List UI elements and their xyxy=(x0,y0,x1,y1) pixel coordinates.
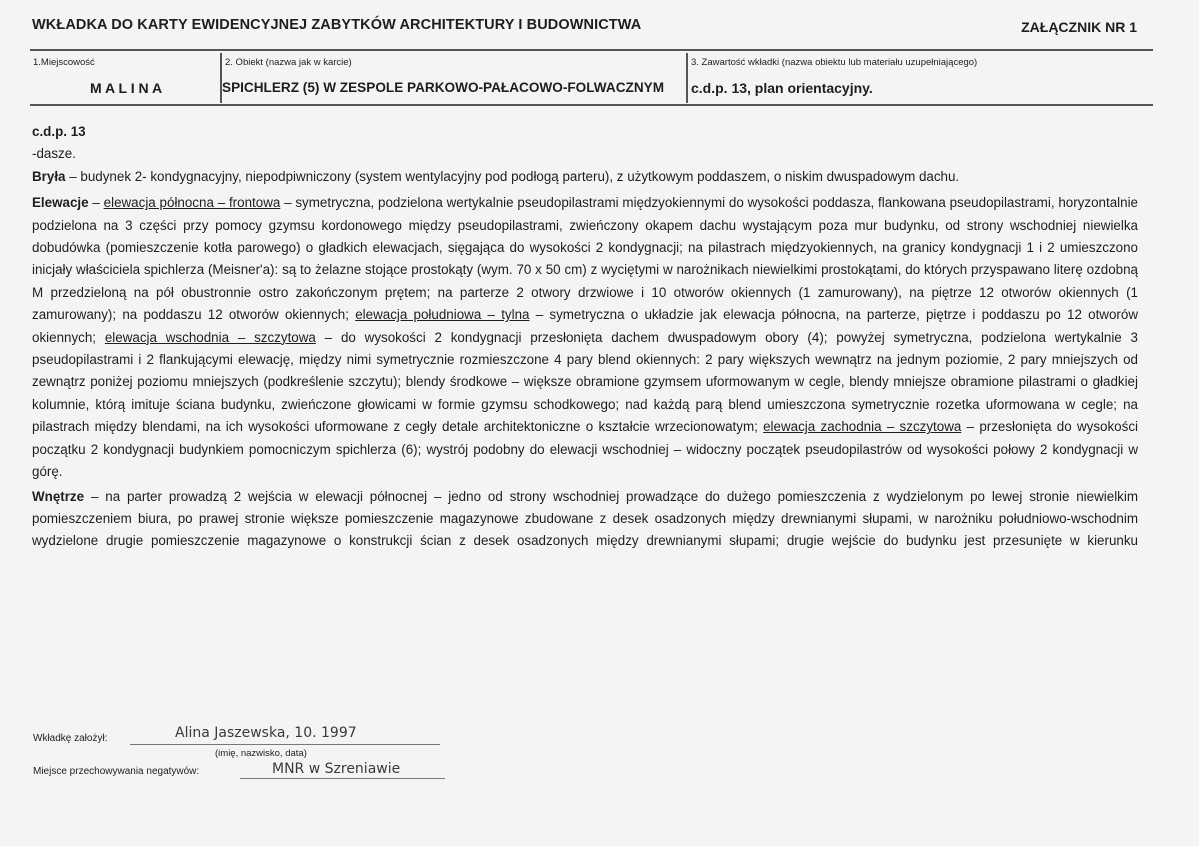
field-object xyxy=(222,53,688,103)
elewacje-text-1: – xyxy=(88,195,104,211)
author-hint: (imię, nazwisko, data) xyxy=(215,748,307,759)
field-contents xyxy=(688,53,1153,103)
author-line xyxy=(130,744,440,745)
paragraph-elewacje xyxy=(32,192,1138,483)
elewacje-text-3: – symetryczna o układzie jak elewacja północna, na parterze, piętrze i poddaszu po 12 otworów okiennych; xyxy=(32,307,1138,345)
author-value: Alina Jaszewska, 10. 1997 xyxy=(175,725,357,741)
elewacja-polnocna-heading: elewacja północna – frontowa xyxy=(103,195,281,211)
author-label: Wkładkę założył: xyxy=(33,733,108,744)
annex-number: ZAŁĄCZNIK NR 1 xyxy=(1021,19,1137,35)
wnetrze-text: – na parter prowadzą 2 wejścia w elewacji północnej – jedno od strony wschodniej prowadzące do dużego pomieszczenia z wydzielonym po lewej stronie niewielkim pomieszczeniem biura, po prawej stronie większe pomieszczenie magazynowe zbudowane z desek osadzonych między drewnianymi słupami, w narożniku południowo-wschodnim wydzielone drugie pomieszczenie magazynowe o konstrukcji ścian z desek osadzonych między drewnianymi słupami; drugie wejście do budynku jest przesunięte w kierunku xyxy=(32,488,1138,549)
elewacje-label: Elewacje xyxy=(32,195,89,211)
elewacje-text-5: – przesłonięta do wysokości początku 2 kondygnacji budynkiem pomocniczym spichlerza (6); wystrój podobny do elewacji wschodniej – widoczny początek pseudopilastrów od wysokości połowy 2 kondygnacji w górę. xyxy=(32,419,1138,480)
header-bottom-rule xyxy=(30,104,1153,106)
header-top-rule xyxy=(30,49,1153,51)
elewacja-poludniowa-heading: elewacja południowa – tylna xyxy=(355,307,530,323)
field-contents-value: c.d.p. 13, plan orientacyjny. xyxy=(691,80,873,96)
elewacja-wschodnia-heading: elewacja wschodnia – szczytowa xyxy=(104,329,316,345)
wnetrze-label: Wnętrze xyxy=(32,488,85,504)
field-contents-label: 3. Zawartość wkładki (nazwa obiektu lub materiału uzupełniającego) xyxy=(691,57,978,68)
document-body xyxy=(32,121,1138,553)
storage-label: Miejsce przechowywania negatywów: xyxy=(33,766,200,777)
field-locality-label: 1.Miejscowość xyxy=(33,57,95,68)
field-locality-value: M A L I N A xyxy=(90,80,163,96)
field-object-label: 2. Obiekt (nazwa jak w karcie) xyxy=(225,57,352,68)
paragraph-bryla xyxy=(32,166,1138,188)
field-locality xyxy=(30,53,222,103)
roofs-line: -dasze. xyxy=(32,146,76,162)
paragraph-wnetrze xyxy=(32,486,1138,553)
document-title: WKŁADKA DO KARTY EWIDENCYJNEJ ZABYTKÓW ARCHITEKTURY I BUDOWNICTWA xyxy=(32,17,642,33)
field-object-value: SPICHLERZ (5) W ZESPOLE PARKOWO-PAŁACOWO-FOLWACZNYM xyxy=(222,80,665,95)
elewacje-text-2: – symetryczna, podzielona wertykalnie pseudopilastrami międzyokiennymi do wysokości poddasza, flankowana pseudopilastrami, horyzontalnie podzielona na 3 części przy pomocy gzymsu kordonowego między pseudopilastrami, zwieńczony okapem dachu wystającym poza mur budynku, od strony wschodniej niewielka dobudówka (pomieszczenie kotła parowego) o gładkich elewacjach, sięgająca do wysokości 2 kondygnacji; na pilastrach międzyokiennych, na granicy kondygnacji 1 i 2 umieszczono inicjały właściciela spichlerza (Meisner'a): są to żelazne stojące prostokąty (wym. 70 x 50 cm) z wyciętymi w narożnikach niewielkimi prostokątami, do których przyspawano literę ozdobną M przedzieloną na pół obustronnie ostro zakończonym prętem; na parterze 2 otwory drzwiowe i 10 otworów okiennych (1 zamurowany), na piętrze 12 otworów okiennych (1 zamurowany); na poddaszu 12 otworów okiennych; xyxy=(32,195,1138,323)
storage-value: MNR w Szreniawie xyxy=(272,761,401,777)
bryla-label: Bryła xyxy=(32,168,66,184)
storage-line xyxy=(240,778,445,779)
elewacja-zachodnia-heading: elewacja zachodnia – szczytowa xyxy=(763,419,962,435)
bryla-text: – budynek 2- kondygnacyjny, niepodpiwniczony (system wentylacyjny pod podłogą parteru), z użytkowym poddaszem, o niskim dwuspadowym dachu. xyxy=(65,168,960,184)
elewacje-text-4: – do wysokości 2 kondygnacji przesłonięta dachem dwuspadowym obory (4); powyżej symetryczna, podzielona wertykalnie 3 pseudopilastrami i 2 flankującymi elewację, między nimi symetrycznie rozmieszczone 4 pary blend okiennych: 2 pary większych wewnątrz na jednym poziomie, 2 pary mniejszych od zewnątrz poniżej poziomu mniejszych (podkreślenie szczytu); blendy środkowe – większe obramione gzymsem uformowanym w cegle, blendy mniejsze obramione pilastrami o gładkiej kolumnie, którą imituje ściana budynku, zwieńczone głowicami w formie gzymsu schodkowego; nad każdą parą blend umieszczona symetrycznie rozetka uformowana w cegle; na pilastrach między blendami, na ich wysokości uformowane z cegły detale architektoniczne o kształcie wrzecionowatym; xyxy=(32,329,1139,435)
cdp-heading: c.d.p. 13 xyxy=(32,124,86,139)
